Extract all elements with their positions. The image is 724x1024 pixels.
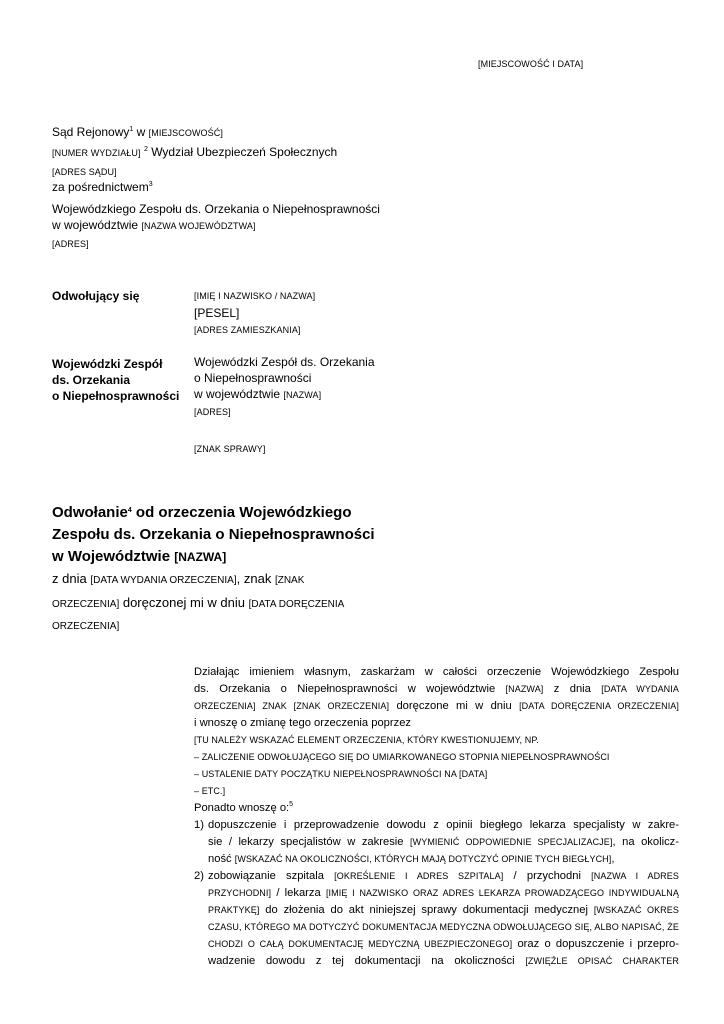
title-date-line: z dnia [DATA WYDANIA ORZECZENIA], znak [ZNAK: [52, 571, 305, 586]
footnote-ref: 3: [148, 181, 153, 188]
hint-line: – ZALICZENIE ODWOŁUJĄCEGO SIĘ DO UMIARKOWANEGO STOPNIA NIEPEŁNOSPRAWNOŚCI: [194, 752, 610, 762]
footnote-ref: 4: [127, 507, 132, 514]
respondent-details: Wojewódzki Zespół ds. Orzekania o Niepełnosprawności w województwie [NAZWA] [ADRES] [ZNAK SPRAWY]: [194, 354, 375, 457]
footnote-ref: 1: [129, 126, 134, 133]
appellant-pesel: [PESEL]: [194, 306, 240, 320]
hint-line: [TU NALEŻY WSKAZAĆ ELEMENT ORZECZENIA, KTÓRY KWESTIONUJEMY, NP.: [194, 735, 539, 745]
court-line-1: Sąd Rejonowy$^1$ w [MIEJSCOWOŚĆ]: [52, 125, 223, 139]
list-item: 1) dopuszczenie i przeprowadzenie dowodu z opinii biegłego lekarza specjalisty w zakre- sie / lekarzy specjalistów w zakresie [WYMIENIĆ ODPOWIEDNIE SPECJALIZACJE], na okolicz- ność [WSKAZAĆ NA OKOLICZNOŚCI, KTÓRYCH MAJĄ DOTYCZYĆ OPINIE TYCH BIEGŁYCH],: [194, 819, 679, 865]
footnote-ref: 5: [289, 801, 294, 808]
appellant-details: [IMIĘ I NAZWISKO / NAZWA] [PESEL] [ADRES ZAMIESZKANIA]: [194, 291, 316, 335]
intermediary-label: za pośrednictwem$^3$: [52, 180, 153, 194]
hint-line: – ETC.]: [194, 786, 226, 796]
court-line-2: [NUMER WYDZIAŁU] $^2$ Wydział Ubezpieczeń Społecznych: [52, 145, 338, 159]
appeal-body: Działając imieniem własnym, zaskarżam w całości orzeczenie Wojewódzkiego Zespołu ds. Orzekania o Niepełnosprawności w województwie [NAZWA] z dnia [DATA WYDANIA ORZECZENIA] ZNAK [ZNAK ORZECZENIA] doręczone mi w dniu [DATA DORĘCZENIA ORZECZENIA] i wnoszę o zmianę tego orzeczenia poprzez [TU NALEŻY WSKAZAĆ ELEMENT ORZECZENIA, KTÓRY KWESTIONUJEMY, NP. – ZALICZENIE ODWOŁUJĄCEGO SIĘ DO UMIARKOWANEGO STOPNIA NIEPEŁNOSPRAWNOŚCI – USTALENIE DATY POCZĄTKU NIEPEŁNOSPRAWNOŚCI NA [DATA] – ETC.] Ponadto wnoszę o:$^5$ 1) dopuszczenie i przeprowadzenie dowodu z opinii biegłego lekarza specjalisty w zakre- sie / lekarzy specjalistów w zakresie [WYMIENIĆ ODPOWIEDNIE SPECJALIZACJE], na okolicz- ność [WSKAZAĆ NA OKOLICZNOŚCI, KTÓRYCH MAJĄ DOTYCZYĆ OPINIE TYCH BIEGŁYCH], 2) zobowiązanie szpitala [OKREŚLENIE I ADRES SZPITALA] / przychodni [NAZWA I ADRES PRZYCHODNI] / lekarza [IMIĘ I NAZWISKO ORAZ ADRES LEKARZA PROWADZĄCEGO INDYWIDUALNĄ PRAKTYKĘ] do złożenia do akt niniejszej sprawy dokumentacji medycznej [WSKAZAĆ OKRES CZASU, KTÓREGO MA DOTYCZYĆ DOKUMENTACJA MEDYCZNA ODWOŁUJĄCEGO SIĘ, ALBO NAPISAĆ, ŻE CHODZI O CAŁĄ DOKUMENTACJĘ MEDYCZNĄ UBEZPIECZONEGO] oraz o dopuszczenie i przepro- wadzenie dowodu z tej dokumentacji na okoliczności [ZWIĘŹLE OPISAĆ CHARAKTER: [194, 664, 679, 970]
moreover-label: Ponadto wnoszę o:$^5$: [194, 801, 294, 814]
list-item: 2) zobowiązanie szpitala [OKREŚLENIE I ADRES SZPITALA] / przychodni [NAZWA I ADRES PRZYCHODNI] / lekarza [IMIĘ I NAZWISKO ORAZ ADRES LEKARZA PROWADZĄCEGO INDYWIDUALNĄ PRAKTYKĘ] do złożenia do akt niniejszej sprawy dokumentacji medycznej [WSKAZAĆ OKRES CZASU, KTÓREGO MA DOTYCZYĆ DOKUMENTACJA MEDYCZNA ODWOŁUJĄCEGO SIĘ, ALBO NAPISAĆ, ŻE CHODZI O CAŁĄ DOKUMENTACJĘ MEDYCZNĄ UBEZPIECZONEGO] oraz o dopuszczenie i przepro- wadzenie dowodu z tej dokumentacji na okoliczności [ZWIĘŹLE OPISAĆ CHARAKTER: [194, 870, 679, 967]
court-address: [ADRES SĄDU]: [52, 167, 117, 177]
place-date: [MIEJSCOWOŚĆ I DATA]: [478, 59, 584, 69]
respondent-label: Wojewódzki Zespół ds. Orzekania o Niepełnosprawności: [52, 357, 180, 403]
case-number: [ZNAK SPRAWY]: [194, 444, 266, 454]
appellant-label: Odwołujący się: [52, 289, 140, 303]
intermediary-voivodeship: w województwie [NAZWA WOJEWÓDZTWA]: [52, 218, 256, 232]
hint-line: – USTALENIE DATY POCZĄTKU NIEPEŁNOSPRAWNOŚCI NA [DATA]: [194, 769, 488, 779]
document-title: Odwołanie$^4$ od orzeczenia Wojewódzkiego Zespołu ds. Orzekania o Niepełnosprawności w Województwie [NAZWA] z dnia [DATA WYDANIA ORZECZENIA], znak [ZNAK ORZECZENIA] doręczonej mi w dniu [DATA DORĘCZENIA ORZECZENIA]: [52, 502, 432, 638]
intermediary-address: [ADRES]: [52, 239, 89, 249]
court-block: [52, 124, 672, 180]
intermediary-name: Wojewódzkiego Zespołu ds. Orzekania o Niepełnosprawności: [52, 202, 380, 216]
footnote-ref: 2: [143, 146, 148, 153]
intermediary-block: [52, 179, 692, 252]
